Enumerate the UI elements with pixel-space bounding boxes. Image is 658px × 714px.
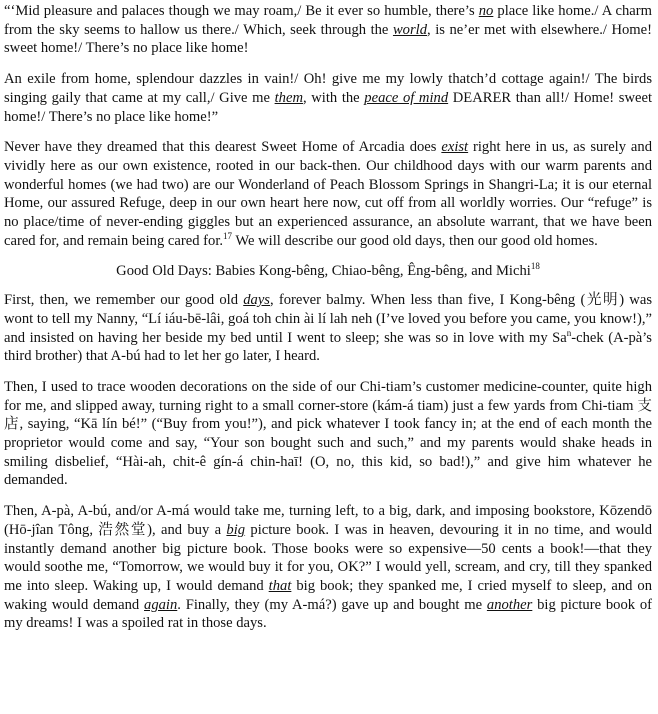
text-run: big picture book of my dreams! I was a spoiled rat in those days.: [4, 596, 652, 632]
emphasized-word: exist: [441, 139, 469, 156]
emphasized-word: peace of mind: [364, 89, 449, 106]
emphasized-word: no: [478, 3, 494, 19]
superscript-text: 18: [530, 261, 540, 272]
body-paragraph-arcadia: [4, 138, 652, 250]
text-run: Then, I used to trace wooden decorations on the side of our Chi-tiam’s customer medicine-counter, quite high for me, and slipped away, turning right to a small corner-store (kám-á tiam) just a few yards from Chi-tiam 支店, saying, “Kā lín bé!” (“Buy from you!”), and pick whatever I took fancy in; at the end of each month the proprietor would come and say, “Your son bought such and such,” and my parents would shake heads in smiling disbelief, “Hài-ah, chit-ê gín-á chin-haī! (O, no, this kid, so bad!),” and give him whatever he demanded.: [4, 378, 652, 489]
text-run: Never have they dreamed that this dearest Sweet Home of Arcadia does: [4, 139, 442, 156]
text-run: “‘Mid pleasure and palaces though we may roam,/ Be it ever so humble, there’s: [4, 3, 479, 19]
emphasized-word: world: [392, 21, 428, 38]
poem-stanza-1: [4, 2, 652, 58]
text-run: place like home./ A charm from the sky seems to hallow us there./ Which, seek through the: [4, 3, 652, 38]
body-paragraph-good-old-days: [4, 291, 652, 366]
text-run: Then, A-pà, A-bú, and/or A-má would take me, turning left, to a big, dark, and imposing bookstore, Kōzendō (Hō-jîan Tông, 浩然堂), and buy a: [4, 503, 652, 538]
text-run: , is ne’er met with elsewhere./ Home! sweet home!/ There’s no place like home!: [4, 21, 652, 57]
body-paragraph-corner-store: [4, 378, 652, 490]
emphasized-word: that: [268, 577, 292, 594]
emphasized-word: another: [486, 596, 533, 613]
text-run: big book; they spanked me, I cried myself to sleep, and on waking would demand: [4, 577, 653, 613]
text-run: Good Old Days: Babies Kong-bêng, Chiao-bêng, Êng-bêng, and Michi: [116, 263, 531, 280]
text-run: DEARER than all!/ Home! sweet home!/ There’s no place like home!”: [4, 89, 653, 125]
superscript-text: n: [566, 327, 572, 338]
text-run: , with the: [302, 89, 365, 106]
body-paragraph-bookstore: [4, 502, 652, 633]
emphasized-word: them: [274, 89, 303, 106]
text-run: We will describe our good old days, then our good old homes.: [232, 232, 598, 249]
emphasized-word: again: [144, 596, 178, 613]
superscript-text: 17: [223, 230, 233, 241]
text-run: picture book. I was in heaven, devouring it in no time, and would instantly demand another big picture book. Those books were so expensive—50 cents a book!—that they would soothe me, “Tomorrow, we would buy it for you, OK?” I would yell, scream, and cry, till they spanked me into sleep. Waking up, I would demand: [4, 521, 652, 594]
text-run: An exile from home, splendour dazzles in vain!/ Oh! give me my lowly thatch’d cottage again!/ The birds singing gaily that came at my call,/ Give me: [4, 71, 652, 106]
text-run: right here in us, as surely and vividly here as our own existence, rooted in our back-then. Our childhood days with our warm parents and wonderful homes (we had two) are our Wonderland of Peach Blossom Springs in Shangri-La; it is our eternal Home, our assured Refuge, deep in our own heart here now, cut off from all worldly worries. Our “refuge” is no place/time of never-ending giggles but an experienced assurance, an absolute warrant, that we have been cared for, and remain being cared for.: [4, 139, 652, 249]
emphasized-word: days: [243, 292, 270, 309]
text-run: First, then, we remember our good old: [4, 292, 244, 309]
text-run: -chek (A-pà’s third brother) that A-bú had to let her go later, I heard.: [4, 329, 652, 365]
poem-stanza-2: [4, 70, 652, 126]
section-heading: [4, 262, 652, 281]
emphasized-word: big: [226, 521, 246, 538]
text-run: , forever balmy. When less than five, I Kong-bêng (光明) was wont to tell my Nanny, “Lí iáu-bē-lâi, goá toh chin ài lí lah neh (I’ve loved you before you came, you know!),” and insisted on having her beside my bed until I went to sleep; she was so in love with my Sa: [4, 292, 652, 346]
document-page: [4, 2, 652, 645]
text-run: . Finally, they (my A-má?) gave up and bought me: [177, 596, 487, 613]
